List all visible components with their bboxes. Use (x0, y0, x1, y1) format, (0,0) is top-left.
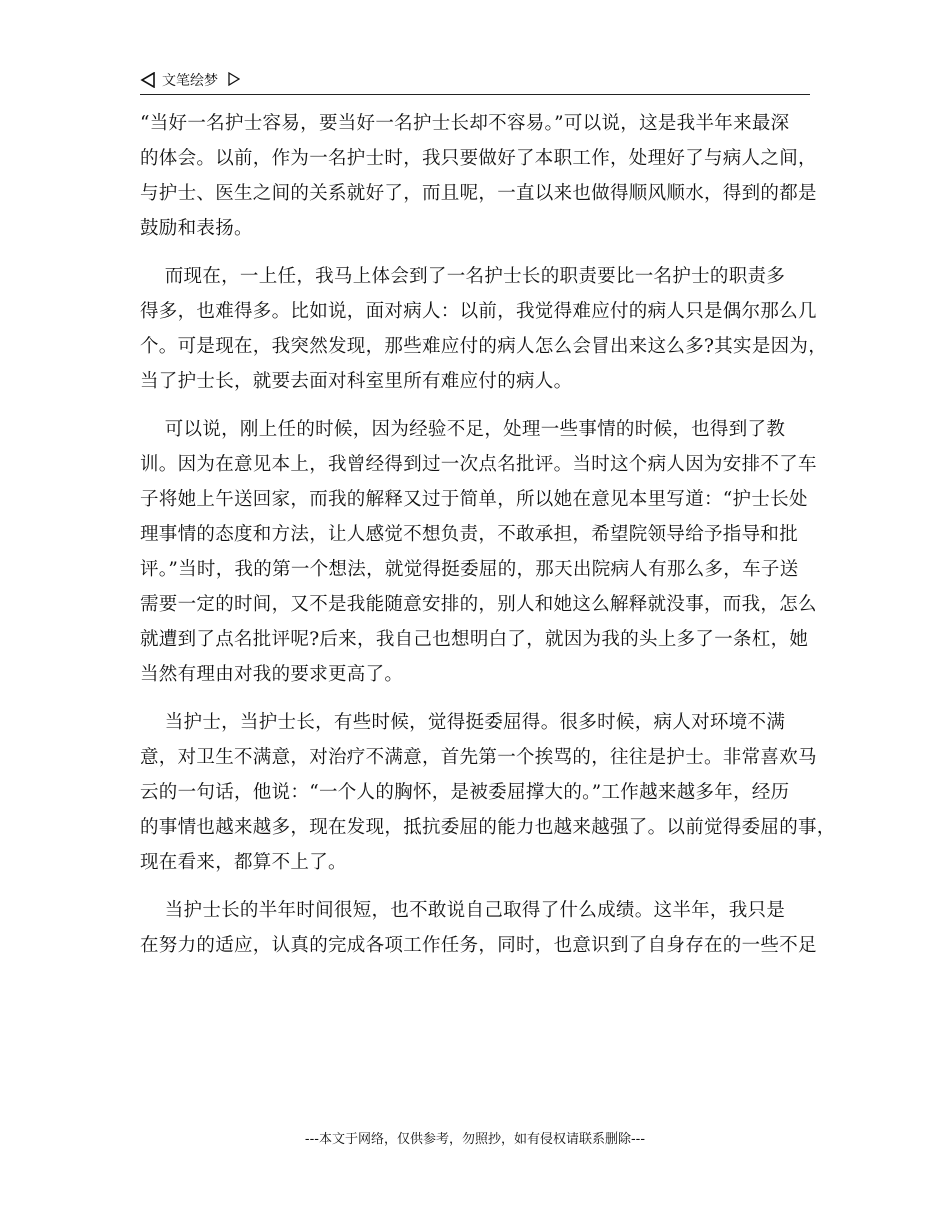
header-title: 文笔绘梦 (162, 73, 218, 89)
text-line: 当护士长的半年时间很短，也不敢说自己取得了什么成绩。这半年，我只是 (140, 900, 786, 921)
text-line: 当护士，当护士长，有些时候，觉得挺委屈得。很多时候，病人对环境不满 (140, 712, 786, 733)
text-line: 训。因为在意见本上，我曾经得到过一次点名批评。当时这个病人因为安排不了车 (140, 454, 817, 475)
text-line: 鼓励和表扬。 (140, 218, 253, 239)
text-line: 需要一定的时间，又不是我能随意安排的，别人和她这么解释就没事，而我，怎么 (140, 594, 817, 615)
triangle-left-icon (140, 72, 156, 88)
text-line: 而现在，一上任，我马上体会到了一名护士长的职责要比一名护士的职责多 (140, 266, 786, 287)
text-line: 理事情的态度和方法，让人感觉不想负责，不敢承担，希望院领导给予指导和批 (140, 524, 799, 545)
text-line: 当了护士长，就要去面对科室里所有难应付的病人。 (140, 371, 573, 392)
paragraph-1 (140, 106, 820, 246)
page-header (140, 70, 810, 95)
text-line: 的事情也越来越多，现在发现，抵抗委屈的能力也越来越强了。以前觉得委屈的事， (140, 817, 836, 838)
text-line: 可以说，刚上任的时候，因为经验不足，处理一些事情的时候，也得到了教 (140, 419, 786, 440)
paragraph-3 (140, 412, 820, 692)
text-line: 与护士、医生之间的关系就好了，而且呢，一直以来也做得顺风顺水，得到的都是 (140, 183, 817, 204)
text-line: 得多，也难得多。比如说，面对病人：以前，我觉得难应付的病人只是偶尔那么几 (140, 301, 817, 322)
text-line: 当然有理由对我的要求更高了。 (140, 664, 404, 685)
text-line: 现在看来，都算不上了。 (140, 852, 347, 873)
document-body (140, 106, 836, 976)
text-line: 意，对卫生不满意，对治疗不满意，首先第一个挨骂的，往往是护士。非常喜欢马 (140, 747, 817, 768)
text-line: 个。可是现在，我突然发现，那些难应付的病人怎么会冒出来这么多?其实是因为， (140, 336, 828, 357)
paragraph-4 (140, 705, 836, 880)
triangle-right-icon (228, 72, 240, 86)
text-line: 评。”当时，我的第一个想法，就觉得挺委屈的，那天出院病人有那么多，车子送 (140, 559, 799, 580)
text-line: 的体会。以前，作为一名护士时，我只要做好了本职工作，处理好了与病人之间， (140, 148, 817, 169)
paragraph-5 (140, 893, 820, 963)
text-line: 子将她上午送回家，而我的解释又过于简单，所以她在意见本里写道：“护士长处 (140, 489, 808, 510)
text-line: 在努力的适应，认真的完成各项工作任务，同时，也意识到了自身存在的一些不足 (140, 935, 817, 956)
footer-disclaimer: ---本文于网络，仅供参考，勿照抄，如有侵权请联系删除--- (304, 1132, 646, 1147)
text-line: 就遭到了点名批评呢?后来，我自己也想明白了，就因为我的头上多了一条杠，她 (140, 629, 809, 650)
text-line: 云的一句话，他说：“一个人的胸怀，是被委屈撑大的。”工作越来越多年，经历 (140, 782, 790, 803)
paragraph-2 (140, 259, 828, 399)
text-line: “当好一名护士容易，要当好一名护士长却不容易。”可以说，这是我半年来最深 (140, 113, 790, 134)
